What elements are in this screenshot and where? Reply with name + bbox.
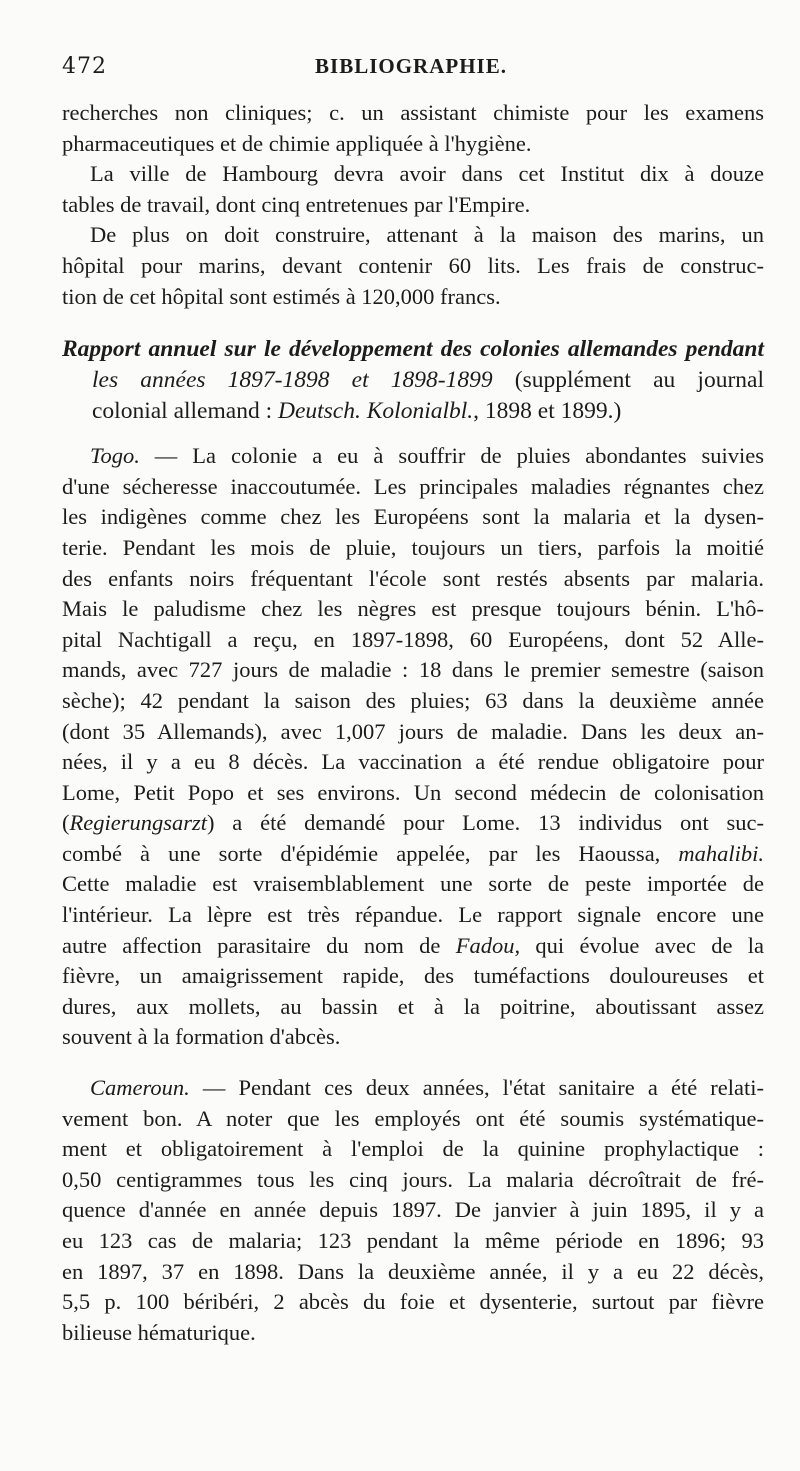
paragraph-hambourg [62, 159, 764, 220]
title-journal: Deutsch. Kolonialbl. [277, 398, 474, 425]
text-line: Lome, Petit Popo et ses environs. Un second médecin de colonisation [62, 779, 764, 805]
section-title [62, 334, 764, 427]
text-line: tion de cet hôpital sont estimés à 120,000 francs. [62, 283, 501, 309]
fadou-term: Fadou, [455, 932, 521, 958]
text-line: fièvre, un amaigrissement rapide, des tuméfactions douloureuses et [62, 963, 764, 989]
regierungsarzt-term: Regierungsarzt [69, 810, 207, 836]
text-line: quence d'année en année depuis 1897. De janvier à juin 1895, il y a [62, 1197, 764, 1223]
text-line: eu 123 cas de malaria; 123 pendant la même période en 1896; 93 [62, 1228, 764, 1253]
text-line: en 1897, 37 en 1898. Dans la deuxième année, il y a eu 22 décès, [62, 1258, 764, 1284]
text-line: Cameroun. — Pendant ces deux années, l'état sanitaire a été relati- [90, 1075, 764, 1101]
text-line: vement bon. A noter que les employés ont été soumis systématique- [62, 1105, 764, 1131]
cameroun-label: Cameroun. [90, 1075, 190, 1101]
text-line: pital Nachtigall a reçu, en 1897-1898, 60 Européens, dont 52 Alle- [62, 626, 764, 652]
text-line: les indigènes comme chez les Européens sont la malaria et la dysen- [62, 504, 764, 530]
text-line: sèche); 42 pendant la saison des pluies; 63 dans la deuxième année [62, 687, 764, 713]
text-line: bilieuse hématurique. [62, 1319, 256, 1345]
title-line [62, 396, 764, 427]
text-line: terie. Pendant les mois de pluie, toujours un tiers, parfois la moitié [62, 534, 764, 560]
title-supplement: (supplément au journal [492, 367, 764, 394]
mahalibi-term: mahalibi. [678, 840, 764, 866]
text-line: 5,5 p. 100 béribéri, 2 abcès du foie et dysenterie, surtout par fièvre [62, 1289, 764, 1315]
text-line: Cette maladie est vraisemblablement une sorte de peste importée de [62, 871, 764, 897]
text-line: autre affection parasitaire du nom de Fadou, qui évolue avec de la [62, 932, 764, 958]
text-line: Togo. — La colonie a eu à souffrir de pluies abondantes suivies [90, 443, 764, 469]
text-line: dures, aux mollets, au bassin et à la poitrine, aboutissant assez [62, 993, 764, 1019]
text-line: l'intérieur. La lèpre est très répandue. Le rapport signale encore une [62, 902, 764, 928]
text-line: De plus on doit construire, attenant à la maison des marins, un [90, 222, 764, 248]
title-line: Rapport annuel sur le développement des colonies allemandes pendant [62, 336, 764, 363]
text-line: combé à une sorte d'épidémie appelée, par les Haoussa, mahalibi. [62, 840, 764, 866]
text-line: La ville de Hambourg devra avoir dans cet Institut dix à douze [90, 161, 764, 187]
title-colonial: colonial allemand : [92, 398, 278, 425]
page-header [62, 54, 760, 86]
text-line: (Regierungsarzt) a été demandé pour Lome. 13 individus ont suc- [62, 810, 764, 836]
paragraph-hopital [62, 220, 764, 312]
text-line: des enfants noirs fréquentant l'école sont restés absents par malaria. [62, 565, 764, 591]
page-body [62, 98, 764, 1348]
text-line: recherches non cliniques; c. un assistant chimiste pour les examens [62, 100, 764, 125]
paragraph-togo [62, 441, 764, 1053]
text-line: nées, il y a eu 8 décès. La vaccination a été rendue obligatoire pour [62, 749, 764, 775]
togo-label: Togo. [90, 443, 140, 469]
text-line: pharmaceutiques et de chimie appliquée à l'hygiène. [62, 130, 532, 156]
text-line: souvent à la formation d'abcès. [62, 1024, 341, 1050]
page-number: 472 [62, 54, 107, 79]
text-line: d'une sécheresse inaccoutumée. Les principales maladies régnantes chez [62, 473, 764, 499]
text-line: (dont 35 Allemands), avec 1,007 jours de maladie. Dans les deux an- [62, 718, 764, 744]
title-years: les années 1897-1898 et 1898-1899 [92, 367, 493, 394]
paragraph-institut-staff [62, 98, 764, 159]
text-line: mands, avec 727 jours de maladie : 18 dans le premier semestre (saison [62, 657, 764, 683]
running-head: BIBLIOGRAPHIE. [315, 54, 507, 78]
text-line: ment et obligatoirement à l'emploi de la quinine prophylactique : [62, 1136, 764, 1162]
text-line: tables de travail, dont cinq entretenues par l'Empire. [62, 191, 531, 217]
title-line [62, 365, 764, 396]
text-line: Mais le paludisme chez les nègres est presque toujours bénin. L'hô- [62, 596, 764, 622]
text-line: 0,50 centigrammes tous les cinq jours. La malaria décroîtrait de fré- [62, 1166, 764, 1192]
title-dates: , 1898 et 1899.) [473, 398, 622, 425]
paragraph-cameroun [62, 1073, 764, 1348]
text-line: hôpital pour marins, devant contenir 60 lits. Les frais de construc- [62, 252, 764, 278]
